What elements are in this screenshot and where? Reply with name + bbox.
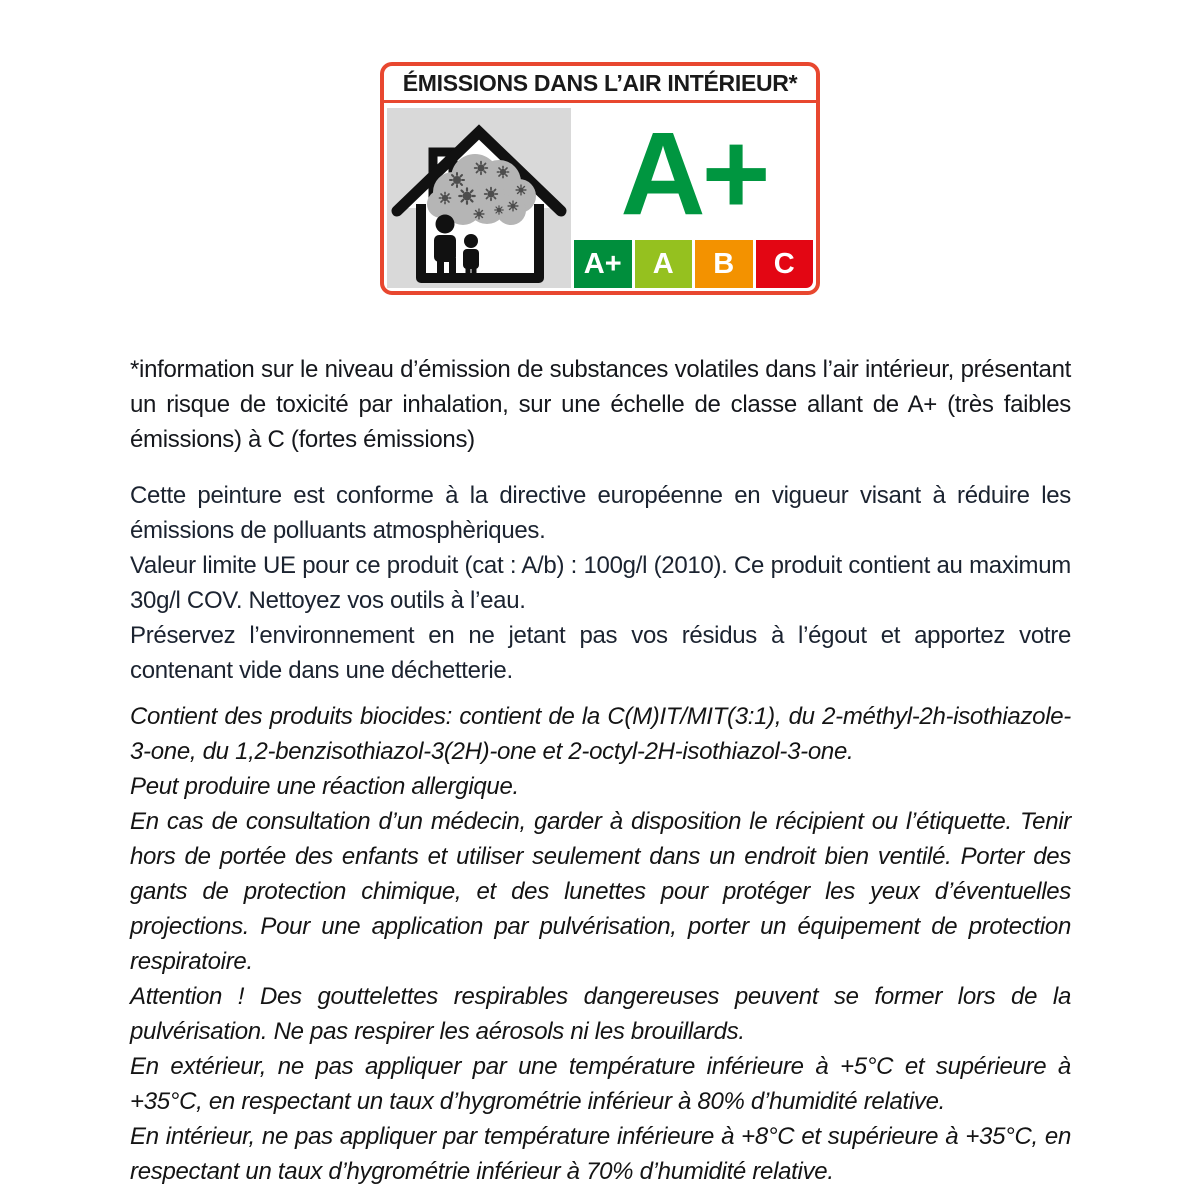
paragraph: En intérieur, ne pas appliquer par température inférieure à +8°C et supérieure à +35°C, en respectant un taux d’hygrométrie inférieur à 70% d’humidité relative. [130, 1123, 1071, 1185]
emissions-badge [380, 62, 820, 295]
paragraph: Attention ! Des gouttelettes respirables dangereuses peuvent se former lors de la pulvérisation. Ne pas respirer les aérosols ni les brouillards. [130, 983, 1071, 1045]
rating-scale-cell-b: B [695, 240, 753, 288]
rating-scale-cell-aplus: A+ [574, 240, 632, 288]
house-icon [387, 108, 571, 288]
pictogram-panel [387, 108, 571, 288]
paragraph: Contient des produits biocides: contient de la C(M)IT/MIT(3:1), du 2-méthyl-2h-isothiazole-3-one, du 1,2-benzisothiazol-3(2H)-one et 2-octyl-2H-isothiazol-3-one. [130, 703, 1071, 765]
label-text [130, 352, 1071, 1189]
footnote-block [130, 352, 1071, 457]
badge-title: ÉMISSIONS DANS L’AIR INTÉRIEUR* [384, 66, 816, 103]
paragraph: En extérieur, ne pas appliquer par une température inférieure à +5°C et supérieure à +35°C, en respectant un taux d’hygrométrie inférieur à 80% d’humidité relative. [130, 1053, 1071, 1115]
paragraph: *information sur le niveau d’émission de substances volatiles dans l’air intérieur, présentant un risque de toxicité par inhalation, sur une échelle de classe allant de A+ (très faibles émissions) à C (fortes émissions) [130, 356, 1071, 453]
rating-scale-cell-a: A [635, 240, 693, 288]
paragraph: Peut produire une réaction allergique. [130, 773, 519, 800]
paragraph: Valeur limite UE pour ce produit (cat : A/b) : 100g/l (2010). Ce produit contient au maximum 30g/l COV. Nettoyez vos outils à l’eau. [130, 552, 1071, 614]
grade-area [574, 108, 813, 240]
paragraph: Préservez l’environnement en ne jetant pas vos résidus à l’égout et apportez votre contenant vide dans une déchetterie. [130, 622, 1071, 684]
rating-scale-cell-c: C [756, 240, 814, 288]
paragraph: Cette peinture est conforme à la directive européenne en vigueur visant à réduire les émissions de polluants atmosphèriques. [130, 482, 1071, 544]
rating-panel [574, 108, 813, 288]
badge-main [387, 108, 813, 288]
paragraph: En cas de consultation d’un médecin, garder à disposition le récipient ou l’étiquette. Tenir hors de portée des enfants et utiliser seulement dans un endroit bien ventilé. Porter des gants de protection chimique, et des lunettes pour protéger les yeux d’éventuelles projections. Pour une application par pulvérisation, porter un équipement de protection respiratoire. [130, 808, 1071, 975]
safety-block [130, 699, 1071, 1189]
compliance-block [130, 478, 1071, 688]
rating-grade: A+ [620, 108, 767, 240]
rating-scale [574, 240, 813, 288]
